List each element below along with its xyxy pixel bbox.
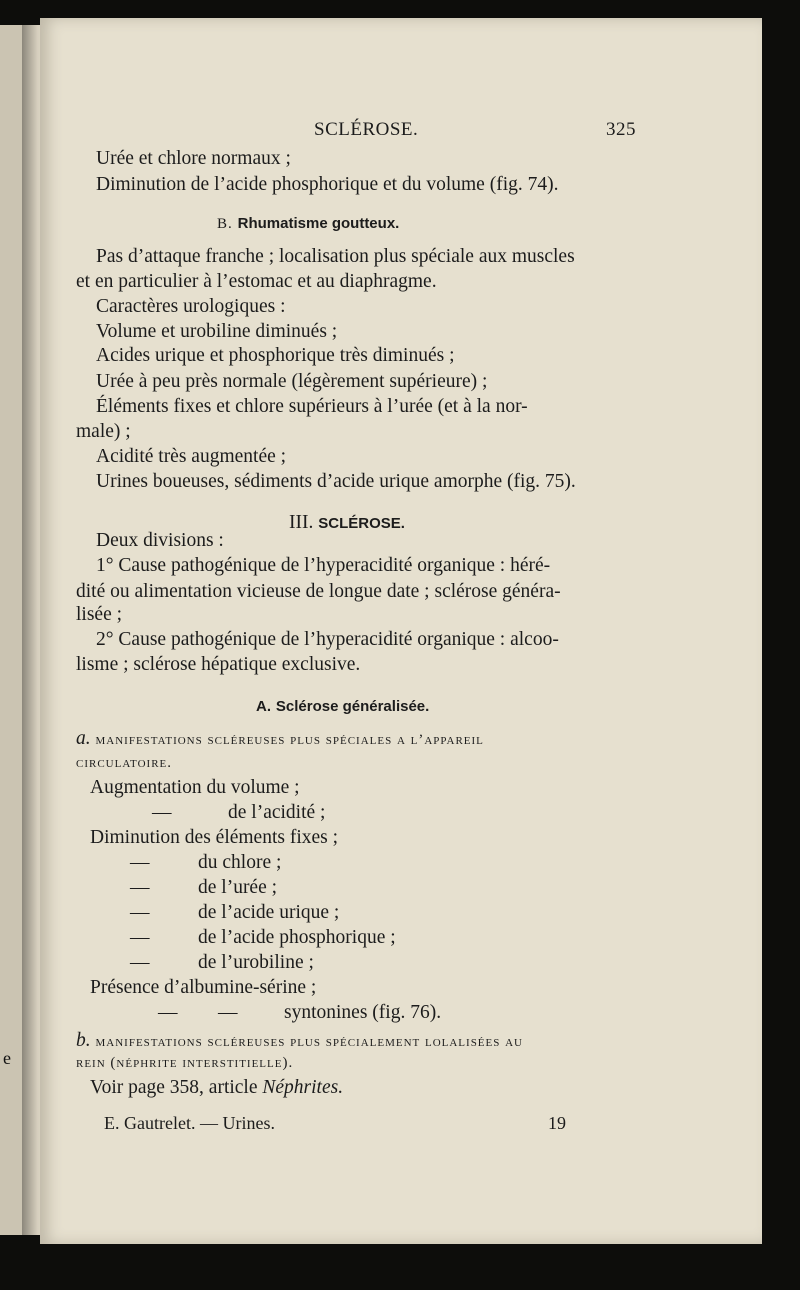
page-number: 325 bbox=[606, 119, 636, 140]
text-line: Acidité très augmentée ; bbox=[96, 446, 287, 467]
text-line: Éléments fixes et chlore supérieurs à l’urée (et à la nor- bbox=[96, 396, 528, 417]
ditto-dash: — bbox=[158, 1002, 178, 1023]
section-heading-iii: III. SCLÉROSE. bbox=[289, 512, 405, 533]
text-line: Deux divisions : bbox=[96, 530, 224, 551]
paragraph-a-heading: a. manifestations scléreuses plus spéciales a l’appareil bbox=[76, 728, 484, 749]
footer-signature: E. Gautrelet. — Urines. bbox=[104, 1113, 275, 1133]
text-line: de l’acidité ; bbox=[228, 802, 326, 823]
text-line: lisée ; bbox=[76, 604, 123, 625]
text-line: dité ou alimentation vicieuse de longue date ; sclérose généra- bbox=[76, 581, 561, 602]
text-line: Acides urique et phosphorique très diminués ; bbox=[96, 345, 455, 366]
text-line: Présence d’albumine-sérine ; bbox=[90, 977, 317, 998]
subsection-heading-a: A. Sclérose généralisée. bbox=[256, 698, 430, 715]
ditto-dash: — bbox=[130, 952, 150, 973]
text-line: de l’urobiline ; bbox=[198, 952, 314, 973]
text-line-reference: Voir page 358, article Néphrites. bbox=[90, 1077, 344, 1098]
ditto-dash: — bbox=[130, 927, 150, 948]
ditto-dash: — bbox=[218, 1002, 238, 1023]
paragraph-a-heading-cont: circulatoire. bbox=[76, 755, 172, 771]
text-line: Urines boueuses, sédiments d’acide urique amorphe (fig. 75). bbox=[96, 471, 576, 492]
text-line: et en particulier à l’estomac et au diaphragme. bbox=[76, 271, 437, 292]
ditto-dash: — bbox=[130, 877, 150, 898]
text-line: de l’urée ; bbox=[198, 877, 278, 898]
paragraph-b-heading-cont: rein (néphrite interstitielle). bbox=[76, 1055, 294, 1071]
text-line: Diminution des éléments fixes ; bbox=[90, 827, 339, 848]
running-header-title: SCLÉROSE. bbox=[314, 119, 419, 140]
left-page-fragment: e bbox=[3, 1048, 11, 1068]
ditto-dash: — bbox=[152, 802, 172, 823]
text-line: Pas d’attaque franche ; localisation plus spéciale aux muscles bbox=[96, 246, 575, 267]
text-line: du chlore ; bbox=[198, 852, 282, 873]
text-line: de l’acide phosphorique ; bbox=[198, 927, 396, 948]
text-line: Volume et urobiline diminués ; bbox=[96, 321, 338, 342]
paragraph-b-heading: b. manifestations scléreuses plus spécialement lolalisées au bbox=[76, 1030, 524, 1051]
text-line: 2° Cause pathogénique de l’hyperacidité organique : alcoo- bbox=[96, 629, 559, 650]
text-line: male) ; bbox=[76, 421, 131, 442]
text-line: syntonines (fig. 76). bbox=[284, 1002, 442, 1023]
text-line: Caractères urologiques : bbox=[96, 296, 286, 317]
ditto-dash: — bbox=[130, 852, 150, 873]
ditto-dash: — bbox=[130, 902, 150, 923]
text-line: de l’acide urique ; bbox=[198, 902, 340, 923]
text-line: lisme ; sclérose hépatique exclusive. bbox=[76, 654, 361, 675]
text-line: Urée à peu près normale (légèrement supérieure) ; bbox=[96, 371, 488, 392]
subsection-heading-b: B. Rhumatisme goutteux. bbox=[217, 215, 400, 232]
footer-sheet-number: 19 bbox=[548, 1113, 566, 1133]
text-line: Urée et chlore normaux ; bbox=[96, 148, 291, 169]
text-line: Diminution de l’acide phosphorique et du volume (fig. 74). bbox=[96, 174, 559, 195]
text-line: Augmentation du volume ; bbox=[90, 777, 300, 798]
text-line: 1° Cause pathogénique de l’hyperacidité organique : héré- bbox=[96, 555, 551, 576]
